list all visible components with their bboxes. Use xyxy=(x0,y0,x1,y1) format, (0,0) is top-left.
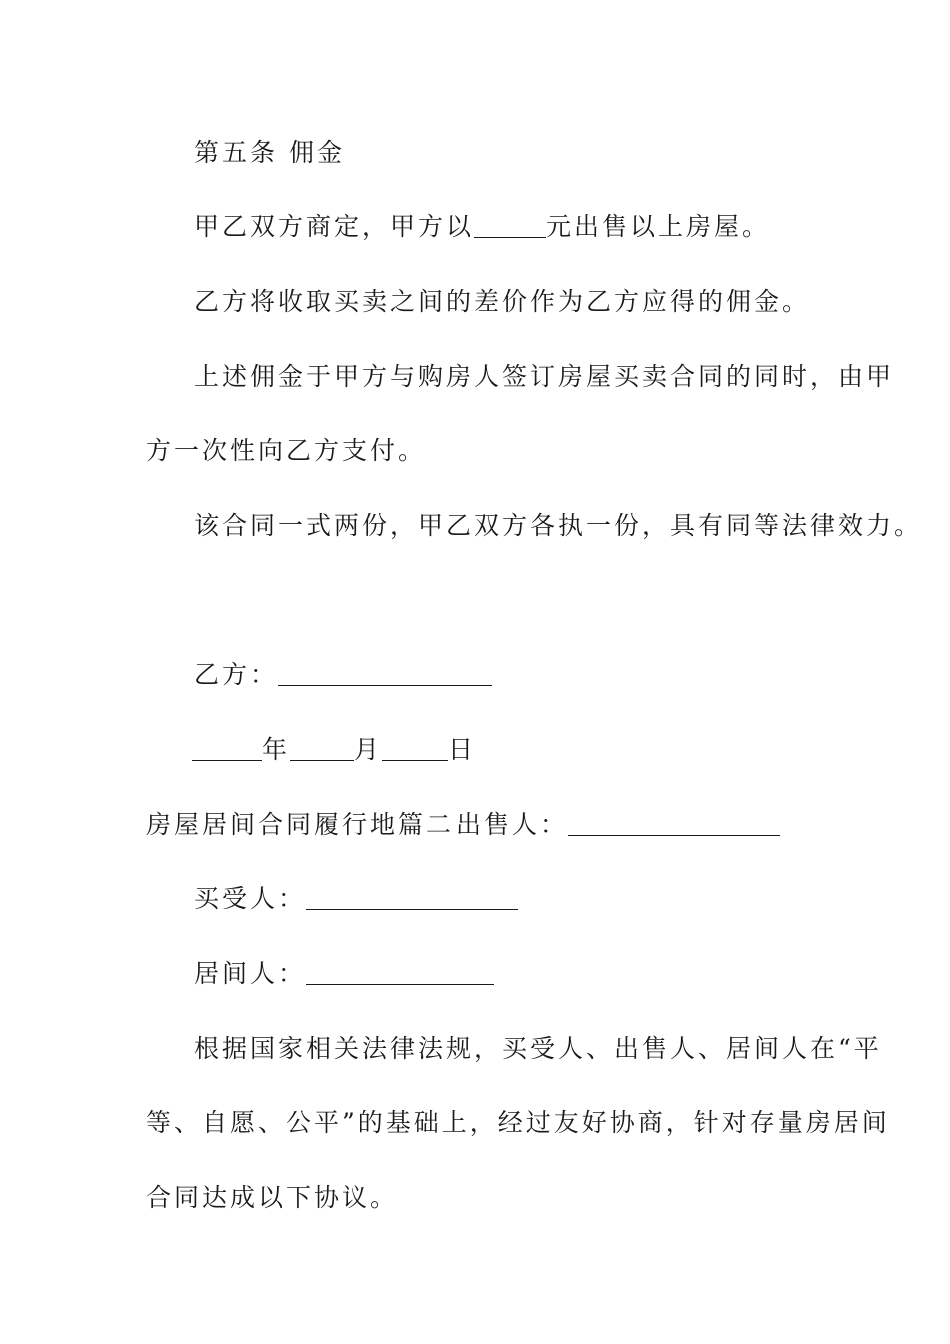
buyer-field xyxy=(194,883,518,915)
paragraph-copies xyxy=(194,510,922,542)
signature-party-b xyxy=(194,659,492,691)
paragraph-basis-line2 xyxy=(146,1107,890,1139)
payment-text-line2: 方一次性向乙方支付。 xyxy=(146,436,427,465)
agent-label: 居间人： xyxy=(194,959,307,988)
copies-text: 该合同一式两份，甲乙双方各执一份，具有同等法律效力。 xyxy=(194,511,923,540)
agent-blank xyxy=(306,962,494,985)
signature-date xyxy=(192,734,476,766)
article-title xyxy=(194,137,345,169)
price-blank xyxy=(474,215,546,238)
section-two-heading xyxy=(146,809,454,841)
seller-label: 出售人： xyxy=(456,810,569,839)
price-text-before: 甲乙双方商定，甲方以 xyxy=(194,212,475,241)
payment-text-line1: 上述佣金于甲方与购房人签订房屋买卖合同的同时，由甲 xyxy=(194,362,895,391)
paragraph-basis-line3 xyxy=(146,1182,398,1214)
section-two-title: 房屋居间合同履行地篇二 xyxy=(146,810,455,839)
paragraph-price xyxy=(194,211,770,243)
commission-text: 乙方将收取买卖之间的差价作为乙方应得的佣金。 xyxy=(194,287,811,316)
seller-blank xyxy=(568,813,780,836)
basis-text-line3: 合同达成以下协议。 xyxy=(146,1183,399,1212)
buyer-blank xyxy=(306,887,518,910)
paragraph-basis-line1 xyxy=(194,1033,882,1065)
basis-text-line2: 等、自愿、公平”的基础上，经过友好协商，针对存量房居间 xyxy=(146,1108,890,1137)
paragraph-payment-line1 xyxy=(194,361,894,393)
basis-text-line1: 根据国家相关法律法规，买受人、出售人、居间人在“平 xyxy=(194,1034,882,1063)
party-b-label: 乙方： xyxy=(194,660,279,689)
month-blank xyxy=(290,738,354,761)
year-blank xyxy=(192,738,262,761)
buyer-label: 买受人： xyxy=(194,884,307,913)
year-label: 年 xyxy=(262,735,291,764)
article-title-text: 第五条 佣金 xyxy=(194,138,345,167)
party-b-blank xyxy=(278,663,492,686)
day-label: 日 xyxy=(448,735,477,764)
seller-field xyxy=(456,809,780,841)
day-blank xyxy=(382,738,448,761)
paragraph-commission xyxy=(194,286,810,318)
month-label: 月 xyxy=(354,735,383,764)
price-text-after: 元出售以上房屋。 xyxy=(546,212,771,241)
agent-field xyxy=(194,958,494,990)
paragraph-payment-line2 xyxy=(146,435,426,467)
